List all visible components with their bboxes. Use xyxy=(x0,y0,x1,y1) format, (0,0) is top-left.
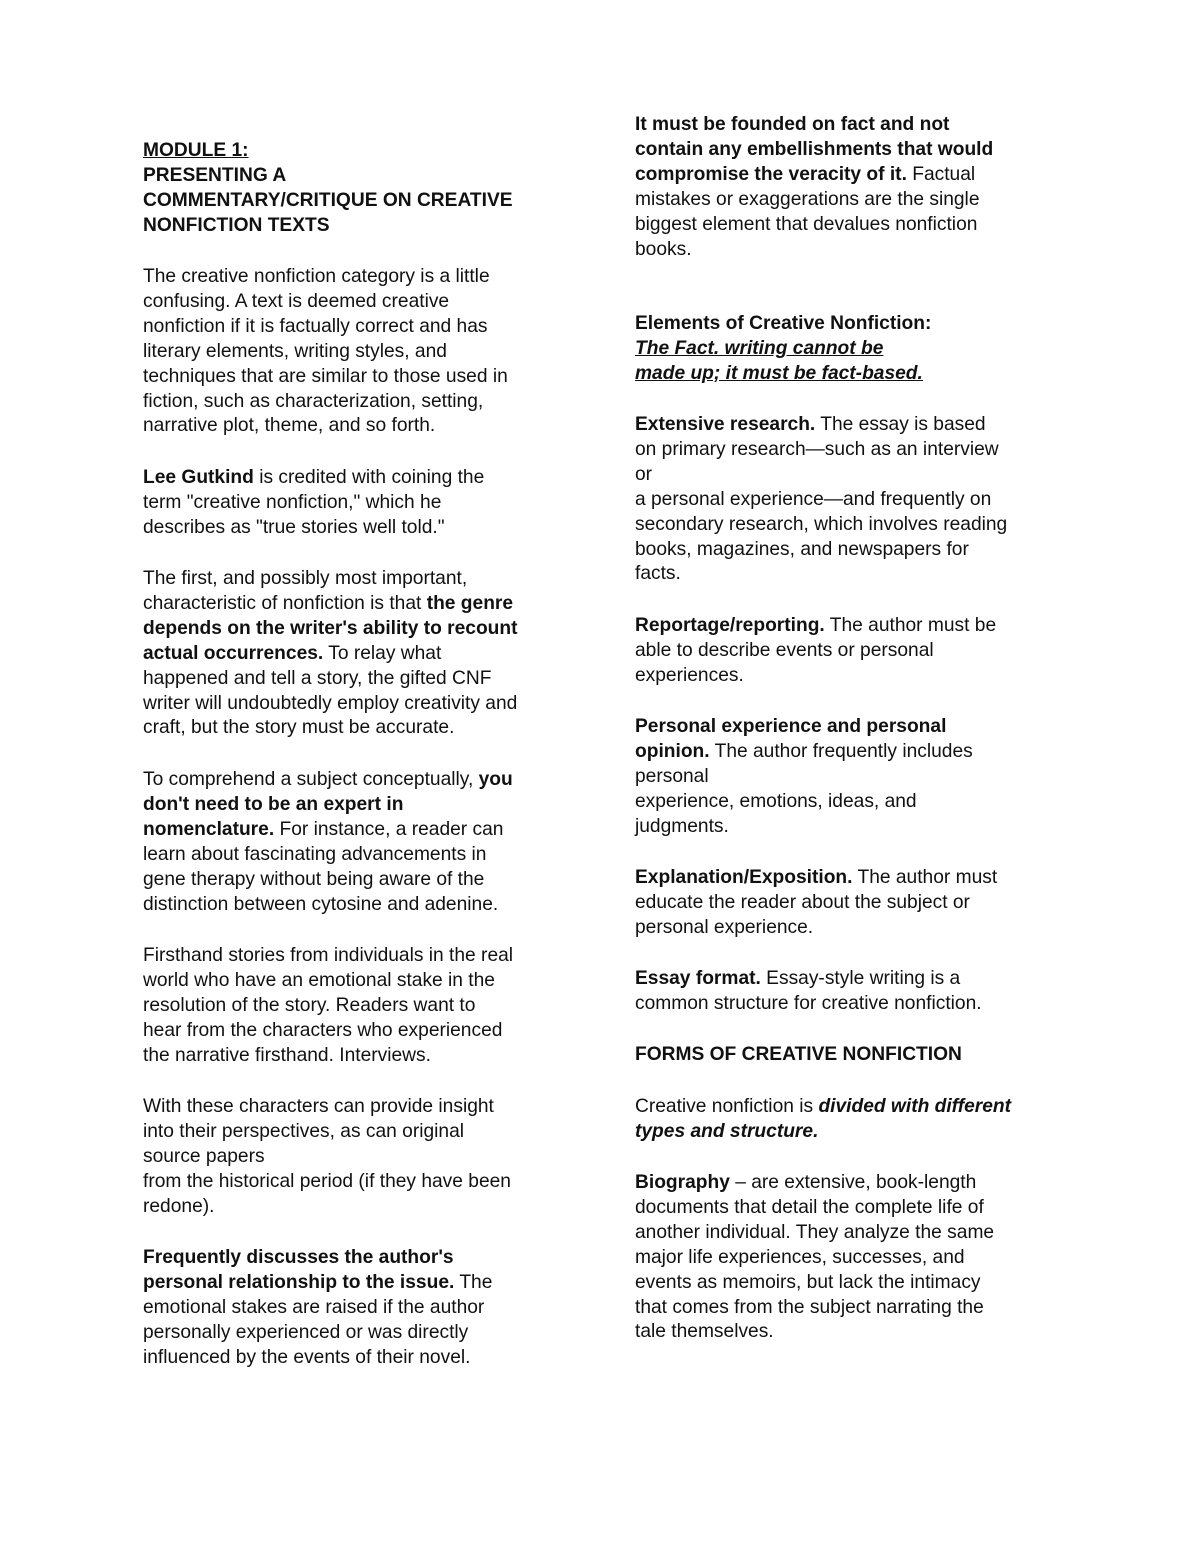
text-line: gene therapy without being aware of the xyxy=(143,868,485,890)
emphasis-text: nomenclature. xyxy=(143,818,275,840)
text-line: events as memoirs, but lack the intimacy xyxy=(635,1271,981,1293)
text-line: source papers xyxy=(143,1145,265,1167)
text-line: With these characters can provide insight xyxy=(143,1096,494,1117)
text-line xyxy=(635,740,1095,765)
text-line: on primary research—such as an interview xyxy=(635,438,999,460)
text-run: The essay is based xyxy=(815,414,986,435)
text-line: the narrative firsthand. Interviews. xyxy=(143,1044,431,1066)
text-line: major life experiences, successes, and xyxy=(635,1246,965,1268)
text-line: techniques that are similar to those used in xyxy=(143,365,508,387)
text-run: Factual xyxy=(906,163,976,185)
text-line: term "creative nonfiction," which he xyxy=(143,491,442,513)
text-line: Firsthand stories from individuals in the real xyxy=(143,945,514,966)
text-line: educate the reader about the subject or xyxy=(635,891,970,913)
emphasis-line: don't need to be an expert in xyxy=(143,793,404,815)
term-label: Extensive research. xyxy=(635,414,816,435)
text-line: The first, and possibly most important, xyxy=(143,568,468,589)
text-line: influenced by the events of their novel. xyxy=(143,1346,471,1368)
comprehend-paragraph xyxy=(143,768,583,917)
text-run: – are extensive, book-length xyxy=(729,1172,977,1193)
text-line: nonfiction if it is factually correct and has xyxy=(143,315,488,337)
research-paragraph xyxy=(635,413,1095,587)
emphasis-line: depends on the writer's ability to recount xyxy=(143,617,518,639)
forms-heading: FORMS OF CREATIVE NONFICTION xyxy=(635,1044,962,1065)
characters-paragraph xyxy=(143,1095,583,1220)
text-line: facts. xyxy=(635,563,681,585)
biography-paragraph xyxy=(635,1171,1095,1345)
elements-heading: Elements of Creative Nonfiction: xyxy=(635,313,932,334)
essay-paragraph xyxy=(635,967,1095,1017)
text-line: resolution of the story. Readers want to xyxy=(143,994,476,1016)
term-label: opinion. xyxy=(635,740,710,762)
text-line xyxy=(143,592,583,617)
text-run: Essay-style writing is a xyxy=(760,968,961,989)
text-line xyxy=(635,866,1095,891)
emphasis-text: compromise the veracity of it. xyxy=(635,163,907,185)
text-line: The creative nonfiction category is a little xyxy=(143,266,490,287)
text-line: secondary research, which involves reading xyxy=(635,513,1008,535)
reportage-paragraph xyxy=(635,614,1095,689)
module-number: MODULE 1: xyxy=(143,140,249,161)
text-line: personal experience. xyxy=(635,916,814,938)
gutkind-name: Lee Gutkind xyxy=(143,467,254,488)
text-line xyxy=(143,1271,583,1296)
module-title-line: PRESENTING A xyxy=(143,164,287,186)
emphasis-text: the genre xyxy=(426,592,514,614)
text-line xyxy=(635,614,1095,639)
emphasis-line: It must be founded on fact and not xyxy=(635,114,950,135)
text-line: books, magazines, and newspapers for xyxy=(635,538,969,560)
emphasis-line: types and structure. xyxy=(635,1120,819,1142)
text-line xyxy=(143,768,583,793)
first-characteristic-paragraph xyxy=(143,567,583,741)
module-heading xyxy=(143,139,583,239)
module-title-line: COMMENTARY/CRITIQUE ON CREATIVE xyxy=(143,189,513,211)
text-line: describes as "true stories well told." xyxy=(143,516,445,538)
emphasis-line: Frequently discusses the author's xyxy=(143,1247,454,1268)
text-line: learn about fascinating advancements in xyxy=(143,843,487,865)
intro-paragraph xyxy=(143,265,583,439)
forms-heading-block xyxy=(635,1043,1095,1068)
text-run: To comprehend a subject conceptually, xyxy=(143,769,479,790)
text-line: experiences. xyxy=(635,664,744,686)
text-line: happened and tell a story, the gifted CNF xyxy=(143,667,492,689)
text-run: For instance, a reader can xyxy=(274,818,504,840)
text-line: craft, but the story must be accurate. xyxy=(143,717,455,739)
text-line xyxy=(635,967,1095,992)
text-line: another individual. They analyze the same xyxy=(635,1221,995,1243)
text-run: The xyxy=(454,1271,493,1293)
text-line: into their perspectives, as can original xyxy=(143,1120,465,1142)
text-line: from the historical period (if they have been xyxy=(143,1170,511,1192)
text-line: documents that detail the complete life of xyxy=(635,1196,984,1218)
text-line xyxy=(143,818,583,843)
text-line: distinction between cytosine and adenine. xyxy=(143,893,499,915)
text-line: world who have an emotional stake in the xyxy=(143,969,495,991)
fact-line: The Fact. writing cannot be xyxy=(635,337,884,359)
text-line: writer will undoubtedly employ creativity and xyxy=(143,692,518,714)
text-line: personal xyxy=(635,765,709,787)
text-run: To relay what xyxy=(323,642,442,664)
text-line: literary elements, writing styles, and xyxy=(143,340,447,362)
text-line: judgments. xyxy=(635,815,729,837)
text-line: narrative plot, theme, and so forth. xyxy=(143,415,436,437)
text-line xyxy=(143,642,583,667)
text-line: mistakes or exaggerations are the single xyxy=(635,188,980,210)
text-line: biggest element that devalues nonfiction xyxy=(635,213,978,235)
text-run: characteristic of nonfiction is that xyxy=(143,592,427,614)
module-title-line: NONFICTION TEXTS xyxy=(143,214,330,236)
text-run: The author frequently includes xyxy=(709,740,973,762)
text-line: tale themselves. xyxy=(635,1321,774,1343)
text-run: The author must be xyxy=(824,615,997,636)
text-line: that comes from the subject narrating the xyxy=(635,1296,984,1318)
emphasis-line: contain any embellishments that would xyxy=(635,138,994,160)
divided-paragraph xyxy=(635,1095,1095,1145)
text-line: emotional stakes are raised if the author xyxy=(143,1296,485,1318)
emphasis-text: actual occurrences. xyxy=(143,642,324,664)
text-line: redone). xyxy=(143,1195,215,1217)
explanation-paragraph xyxy=(635,866,1095,941)
text-line xyxy=(635,1095,1095,1120)
text-line: personally experienced or was directly xyxy=(143,1321,469,1343)
text-run: is credited with coining the xyxy=(253,467,485,488)
founded-paragraph xyxy=(635,113,1095,262)
text-line: a personal experience—and frequently on xyxy=(635,488,992,510)
text-line: or xyxy=(635,463,653,485)
fact-line: made up; it must be fact-based. xyxy=(635,362,923,384)
text-run: The author must xyxy=(852,867,998,888)
text-line: hear from the characters who experienced xyxy=(143,1019,503,1041)
text-line xyxy=(635,1171,1095,1196)
text-line: confusing. A text is deemed creative xyxy=(143,290,450,312)
text-run: Creative nonfiction is xyxy=(635,1096,819,1117)
text-line: experience, emotions, ideas, and xyxy=(635,790,917,812)
term-label: Personal experience and personal xyxy=(635,716,947,737)
text-line xyxy=(143,466,583,491)
frequently-paragraph xyxy=(143,1246,583,1371)
elements-section xyxy=(635,312,1095,387)
term-label: Essay format. xyxy=(635,968,761,989)
emphasis-text: personal relationship to the issue. xyxy=(143,1271,455,1293)
text-line: fiction, such as characterization, setting, xyxy=(143,390,484,412)
gutkind-paragraph xyxy=(143,466,583,541)
emphasis-text: divided with different xyxy=(818,1096,1012,1117)
term-label: Reportage/reporting. xyxy=(635,615,825,636)
text-line xyxy=(635,163,1095,188)
text-line: common structure for creative nonfiction. xyxy=(635,992,982,1014)
text-line: able to describe events or personal xyxy=(635,639,934,661)
firsthand-paragraph xyxy=(143,944,583,1069)
term-label: Biography xyxy=(635,1172,730,1193)
term-label: Explanation/Exposition. xyxy=(635,867,853,888)
text-line: books. xyxy=(635,238,692,260)
text-line xyxy=(635,413,1095,438)
personal-paragraph xyxy=(635,715,1095,840)
emphasis-text: you xyxy=(478,769,513,790)
